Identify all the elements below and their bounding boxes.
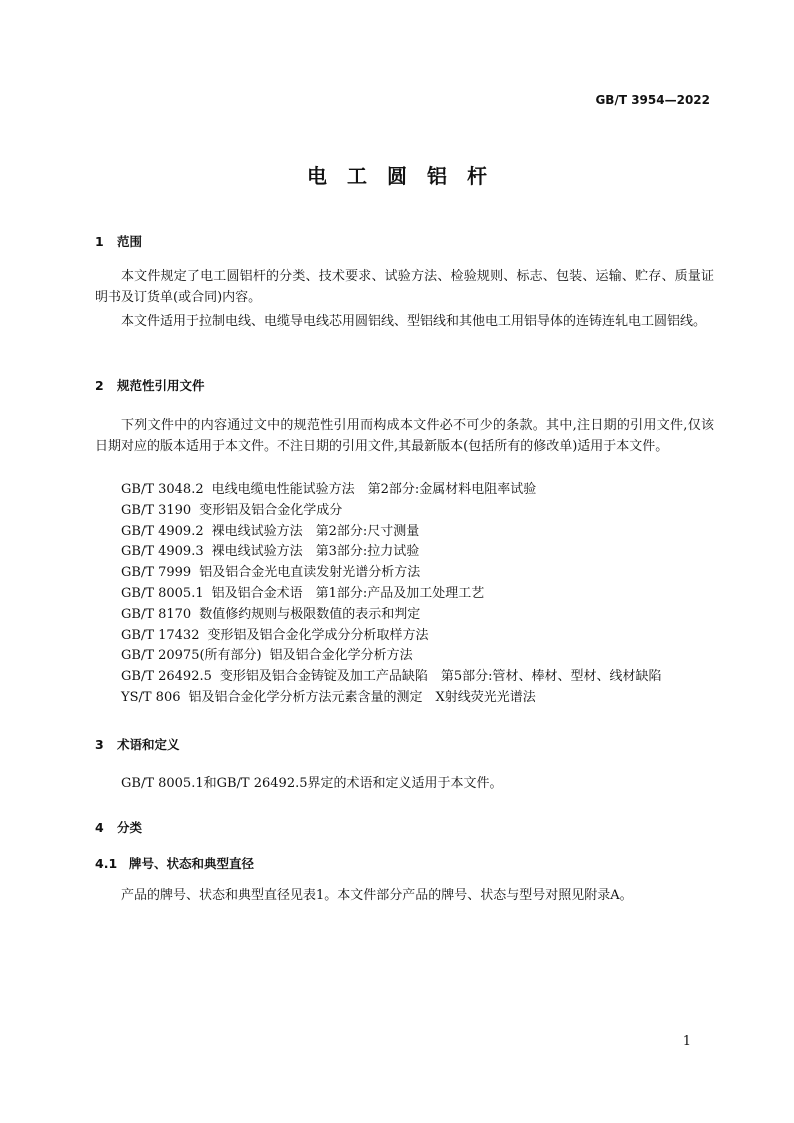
reference-code: GB/T 7999 [121, 565, 192, 581]
reference-code: GB/T 3190 [121, 502, 192, 518]
reference-code: GB/T 8170 [121, 606, 192, 622]
section-2-heading [95, 376, 205, 394]
reference-item [121, 522, 662, 543]
reference-title: 变形铝及铝合金化学成分 [199, 502, 343, 518]
reference-item [121, 688, 662, 709]
reference-item [121, 563, 662, 584]
reference-item [121, 667, 662, 688]
reference-title: 电线电缆电性能试验方法 第2部分:金属材料电阻率试验 [211, 482, 537, 497]
section-2-title: 规范性引用文件 [117, 378, 205, 393]
section-3-paragraph: GB/T 8005.1和GB/T 26492.5界定的术语和定义适用于本文件。 [121, 776, 503, 791]
section-4-heading [95, 818, 142, 836]
reference-title: 裸电线试验方法 第3部分:拉力试验 [211, 544, 420, 560]
reference-code: YS/T 806 [121, 689, 181, 705]
reference-code: GB/T 26492.5 [121, 669, 212, 685]
reference-code: GB/T 8005.1 [121, 585, 204, 601]
section-3-title: 术语和定义 [117, 737, 180, 752]
section-4-number: 4 [95, 820, 104, 835]
reference-title: 铝及铝合金化学分析方法 [269, 648, 413, 664]
reference-item [121, 480, 662, 501]
reference-item [121, 542, 662, 563]
section-1-heading [95, 232, 142, 250]
reference-item [121, 626, 662, 647]
standard-number: GB/T 3954—2022 [595, 93, 710, 107]
reference-item [121, 646, 662, 667]
section-1-paragraph-2: 本文件适用于拉制电线、电缆导电线芯用圆铝线、型铝线和其他电工用铝导体的连铸连轧电工圆铝线。 [121, 314, 707, 329]
section-1-title: 范围 [117, 234, 143, 249]
reference-code: GB/T 17432 [121, 627, 200, 643]
reference-title: 变形铝及铝合金化学成分分析取样方法 [207, 627, 429, 643]
reference-code: GB/T 3048.2 [121, 482, 204, 497]
reference-list [121, 480, 662, 709]
reference-title: 铝及铝合金术语 第1部分:产品及加工处理工艺 [211, 585, 485, 601]
reference-title: 数值修约规则与极限数值的表示和判定 [199, 606, 421, 622]
page-number: 1 [682, 1034, 691, 1049]
reference-item [121, 605, 662, 626]
reference-item [121, 501, 662, 522]
section-3-number: 3 [95, 737, 104, 752]
document-title: 电工圆铝杆 [307, 164, 507, 188]
section-1-number: 1 [95, 234, 104, 249]
section-3-heading [95, 735, 180, 753]
reference-code: GB/T 4909.3 [121, 544, 204, 560]
reference-title: 铝及铝合金化学分析方法元素含量的测定 X射线荧光光谱法 [188, 689, 536, 705]
reference-code: GB/T 20975(所有部分) [121, 648, 262, 664]
section-4-1-number: 4.1 [95, 856, 118, 871]
reference-title: 铝及铝合金光电直读发射光谱分析方法 [199, 565, 421, 581]
section-1-paragraph-1: 本文件规定了电工圆铝杆的分类、技术要求、试验方法、检验规则、标志、包装、运输、贮存、质量证明书及订货单(或合同)内容。 [95, 269, 714, 305]
section-2-intro: 下列文件中的内容通过文中的规范性引用而构成本文件必不可少的条款。其中,注日期的引用文件,仅该日期对应的版本适用于本文件。不注日期的引用文件,其最新版本(包括所有的修改单)适用于本文件。 [95, 418, 714, 454]
section-2-number: 2 [95, 378, 104, 393]
section-4-1-title: 牌号、状态和典型直径 [129, 856, 255, 871]
section-4-1-paragraph: 产品的牌号、状态和典型直径见表1。本文件部分产品的牌号、状态与型号对照见附录A。 [121, 888, 633, 903]
reference-title: 变形铝及铝合金铸锭及加工产品缺陷 第5部分:管材、棒材、型材、线材缺陷 [219, 669, 662, 685]
reference-item [121, 584, 662, 605]
reference-title: 裸电线试验方法 第2部分:尺寸测量 [211, 523, 420, 539]
section-4-1-heading [95, 854, 254, 872]
reference-code: GB/T 4909.2 [121, 523, 204, 539]
section-4-title: 分类 [117, 820, 143, 835]
